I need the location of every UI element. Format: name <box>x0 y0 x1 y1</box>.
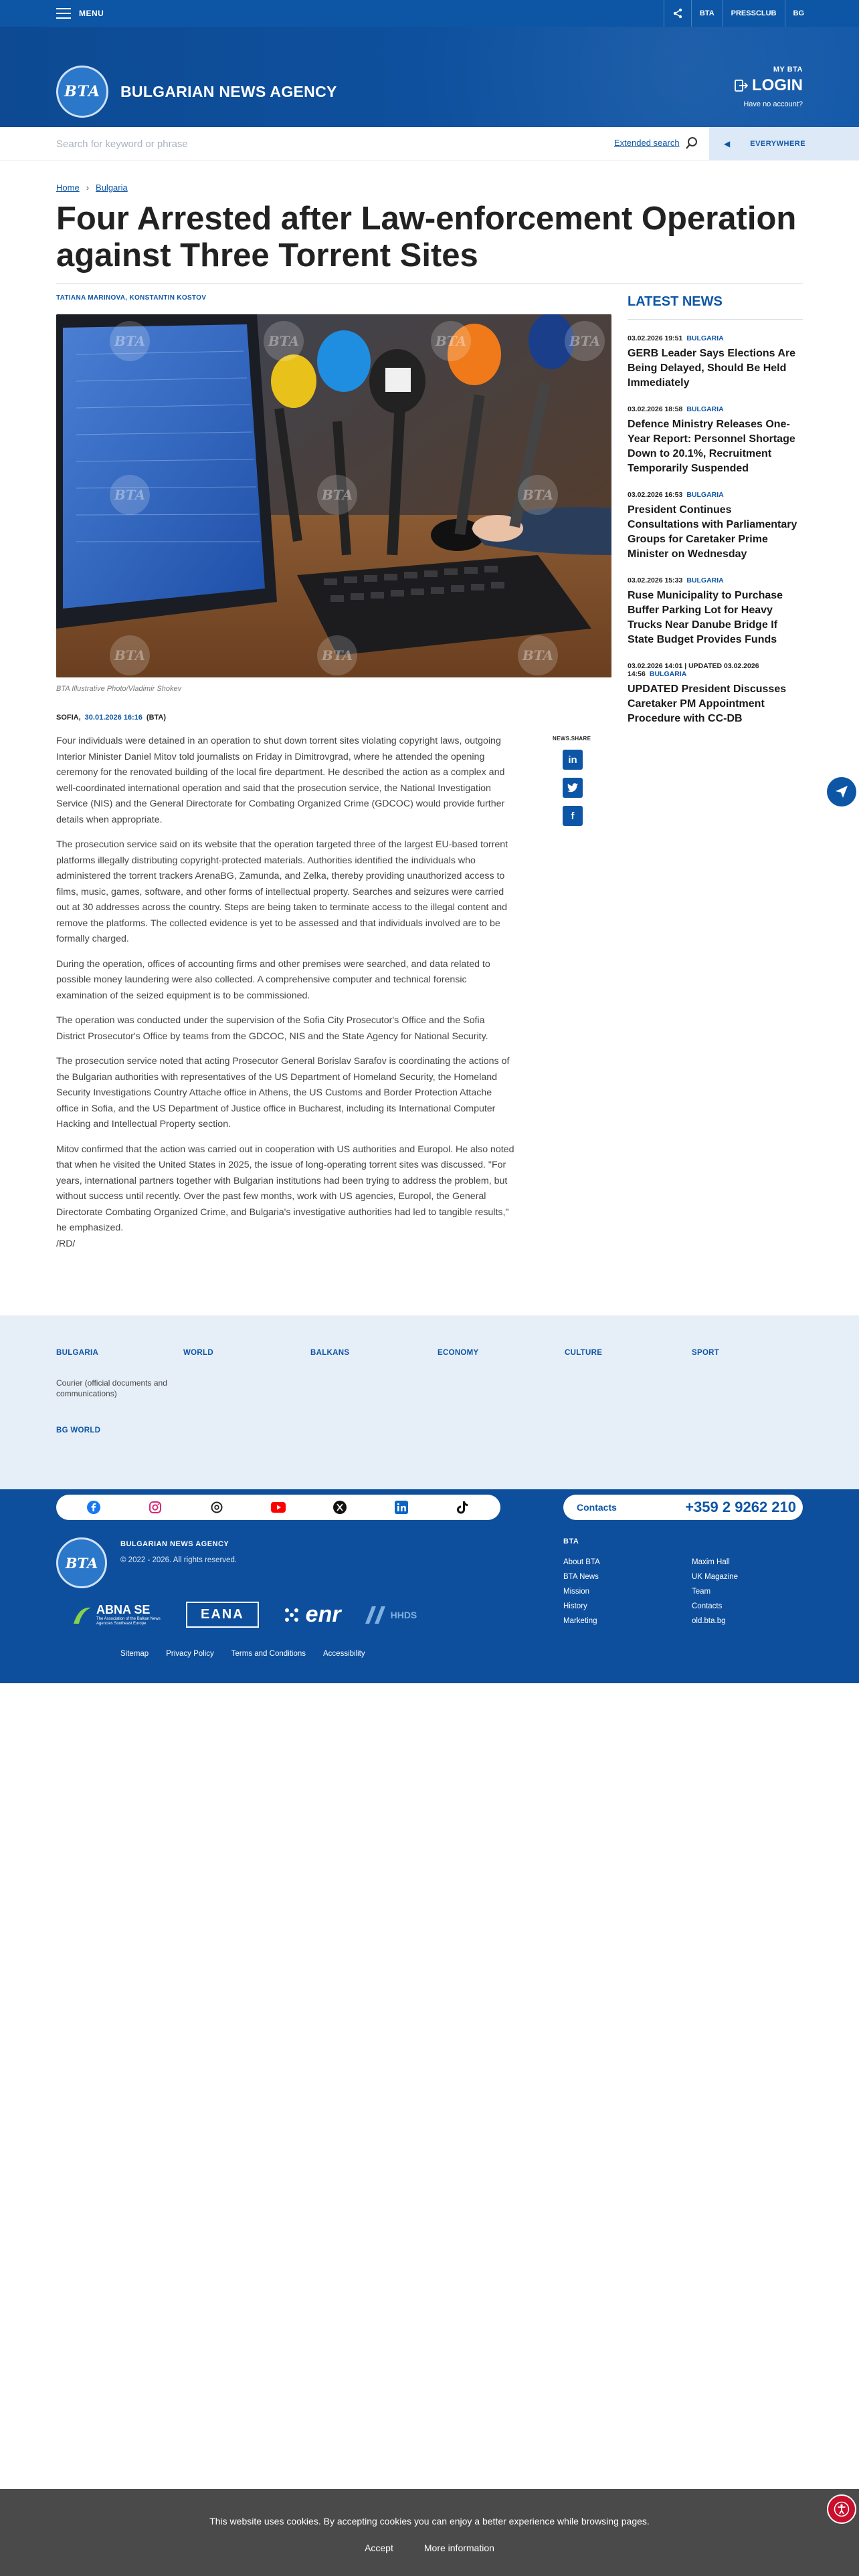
svg-text:BTA: BTA <box>114 647 146 663</box>
footer-bta-logo[interactable]: BTA <box>56 1537 107 1588</box>
article-authors[interactable]: TATIANA MARINOVA, KONSTANTIN KOSTOV <box>56 294 207 302</box>
footer-link[interactable]: Marketing <box>563 1617 597 1625</box>
agency-name[interactable]: BULGARIAN NEWS AGENCY <box>120 83 337 100</box>
top-link-bg[interactable]: BG <box>785 0 813 27</box>
news-title[interactable]: UPDATED President Discusses Caretaker PM Appointment Procedure with CC-DB <box>628 683 787 724</box>
paper-plane-icon <box>835 785 848 798</box>
twitter-icon[interactable] <box>563 778 583 798</box>
news-category[interactable]: BULGARIA <box>649 670 687 678</box>
partner-logo-abnase[interactable]: ABNA SE The Association of the Balkan News Agencies Southeast Europe <box>72 1603 163 1626</box>
article-paragraph: During the operation, offices of accounting firms and other premises were searched, and data related to possible money laundering were also collected. A comprehensive computer and technical forensic examination of the seized equipment is to be commissioned. <box>56 958 490 1001</box>
site-footer <box>0 1489 859 1683</box>
footer-link[interactable]: BTA News <box>563 1573 599 1581</box>
article-title: Four Arrested after Law-enforcement Operation against Three Torrent Sites <box>56 201 797 274</box>
cookie-accept-button[interactable]: Accept <box>365 2543 393 2553</box>
footer-link[interactable]: About BTA <box>563 1558 600 1566</box>
news-category[interactable]: BULGARIA <box>686 405 724 413</box>
accessibility-button[interactable] <box>827 2494 856 2524</box>
footer-bta-heading: BTA <box>563 1537 579 1545</box>
dateline-source: (BTA) <box>146 714 167 722</box>
article-paragraph: Four individuals were detained in an operation to shut down torrent sites violating copyright laws, outgoing Interior Minister Daniel Mitov told journalists on Friday in Dimitrovgrad, where he attended the opening ceremony for the renovated building of the local fire department. He described the action as a complex and well-coordinated international operation and said that the prosecution service, the National Investigation Service (NIS) and the General Directorate for Combating Organized Crime (GDCOC) would provide further details when appropriate. <box>56 736 505 825</box>
footer-cat-sport[interactable]: SPORT <box>692 1349 720 1357</box>
extended-search-link[interactable]: Extended search <box>614 138 680 148</box>
top-link-bta[interactable]: BTA <box>691 0 723 27</box>
x-icon[interactable] <box>332 1500 347 1515</box>
svg-text:BTA: BTA <box>114 333 146 349</box>
footer-cat-bulgaria[interactable]: BULGARIA <box>56 1349 99 1357</box>
footer-copyright: © 2022 - 2026. All rights reserved. <box>120 1556 237 1564</box>
svg-text:BTA: BTA <box>569 333 601 349</box>
top-link-pressclub[interactable]: PRESSCLUB <box>723 0 785 27</box>
footer-cat-world[interactable]: WORLD <box>183 1349 213 1357</box>
breadcrumb <box>56 183 128 193</box>
breadcrumb-section[interactable]: Bulgaria <box>96 183 128 193</box>
footer-cat-bg-world[interactable]: BG WORLD <box>56 1426 101 1434</box>
svg-text:BTA: BTA <box>268 333 300 349</box>
news-time: 03.02.2026 18:58 <box>628 405 683 413</box>
news-category[interactable]: BULGARIA <box>686 491 724 499</box>
footer-links-col2 <box>692 1555 738 1628</box>
youtube-icon[interactable] <box>271 1500 286 1515</box>
footer-navigation <box>0 1315 859 1489</box>
svg-text:BTA: BTA <box>321 487 353 503</box>
news-item[interactable] <box>628 405 803 476</box>
social-links <box>56 1495 500 1520</box>
menu-button[interactable] <box>56 5 104 21</box>
top-links <box>664 0 812 27</box>
linkedin-icon[interactable] <box>394 1500 409 1515</box>
accessibility-icon <box>834 2501 850 2517</box>
cookie-banner <box>0 2489 859 2576</box>
contact-phone[interactable]: +359 2 9262 210 <box>685 1499 796 1515</box>
search-scope-label: EVERYWHERE <box>750 140 806 148</box>
footer-link[interactable]: old.bta.bg <box>692 1617 726 1625</box>
cookie-actions <box>0 2543 859 2553</box>
partner-abnase-subtitle: The Association of the Balkan News Agencies Southeast Europe <box>96 1617 161 1626</box>
article-paragraph: The prosecution service said on its website that the operation targeted three of the largest EU-based torrent platforms illegally distributing copyright-protected materials. Authorities identified the individuals who administered the torrent trackers ArenaBG, Zamunda, and Zelka, thereby providing unauthorized access to films, music, games, software, and other forms of intellectual property. Searches and seizures were carried out at 30 addresses across the country. Steps are being taken to terminate access to the illegal content and remove the platforms. The collected evidence is yet to be assessed and that individuals involved are to be formally charged. <box>56 839 508 944</box>
accessibility-link[interactable]: Accessibility <box>323 1650 365 1658</box>
news-title[interactable]: Ruse Municipality to Purchase Buffer Parking Lot for Heavy Trucks Near Danube Bridge If State Budget Provides Funds <box>628 590 783 645</box>
news-time: 03.02.2026 16:53 <box>628 491 683 499</box>
footer-cat-balkans[interactable]: BALKANS <box>310 1349 350 1357</box>
sitemap-link[interactable]: Sitemap <box>120 1650 149 1658</box>
svg-text:BTA: BTA <box>114 487 146 503</box>
caret-left-icon: ◀ <box>724 139 731 148</box>
search-scope-select[interactable] <box>709 127 859 160</box>
footer-cat-culture[interactable]: CULTURE <box>565 1349 603 1357</box>
news-item[interactable] <box>628 491 803 562</box>
article-paragraph: Mitov confirmed that the action was carried out in cooperation with US authorities and Europol. He also noted that when he visited the United States in 2025, the issue of long-operating torrent sites was discussed. "For years, international partners together with Bulgarian institutions had been trying to address the problem, but without success until recently. Over the past few months, work with US agencies, Europol, the General Directorate Combating Organized Crime, and Bulgaria's investigative authorities had led to tangible results," he emphasized. <box>56 1144 514 1233</box>
title-divider <box>56 283 803 284</box>
latest-news-heading: LATEST NEWS <box>628 294 803 320</box>
footer-link[interactable]: History <box>563 1602 587 1610</box>
svg-text:BTA: BTA <box>522 647 554 663</box>
chevron-right-icon: › <box>86 183 90 193</box>
news-time: 03.02.2026 15:33 <box>628 576 683 584</box>
footer-agency-name: BULGARIAN NEWS AGENCY <box>120 1540 229 1548</box>
dateline-date: 30.01.2026 16:16 <box>84 714 142 722</box>
news-item[interactable] <box>628 576 803 647</box>
contacts-bar <box>563 1495 803 1520</box>
svg-text:BTA: BTA <box>435 333 467 349</box>
footer-cat-economy[interactable]: ECONOMY <box>438 1349 479 1357</box>
breadcrumb-home[interactable]: Home <box>56 183 80 193</box>
search-input[interactable] <box>56 134 692 154</box>
top-bar <box>0 0 859 27</box>
latest-news-sidebar <box>628 294 803 726</box>
news-time: 03.02.2026 19:51 <box>628 334 683 342</box>
share-panel <box>553 736 593 826</box>
facebook-icon[interactable]: f <box>563 806 583 826</box>
share-label: NEWS.SHARE <box>553 736 591 742</box>
article-body <box>56 734 515 1261</box>
cookie-more-info-link[interactable]: More information <box>423 2543 494 2553</box>
article-paragraph: The operation was conducted under the supervision of the Sofia City Prosecutor's Office and the Sofia District Prosecutor's Office by teams from the GDCOC, NIS and the State Agency for National Security. <box>56 1015 488 1042</box>
news-title[interactable]: Defence Ministry Releases One-Year Report: Personnel Shortage Down to 20.1%, Recruitment Temporarily Suspended <box>628 419 795 474</box>
footer-link[interactable]: Contacts <box>692 1602 723 1610</box>
svg-text:BTA: BTA <box>522 487 554 503</box>
news-category[interactable]: BULGARIA <box>686 576 724 584</box>
privacy-policy-link[interactable]: Privacy Policy <box>166 1650 214 1658</box>
news-category[interactable]: BULGARIA <box>686 334 724 342</box>
search-icon[interactable] <box>685 136 698 153</box>
dateline <box>56 714 166 722</box>
bta-logo[interactable]: BTA <box>56 66 108 118</box>
footer-sub-courier[interactable]: Courier (official documents and communications) <box>56 1378 167 1398</box>
login-button[interactable]: LOGIN <box>735 76 803 95</box>
svg-text:BTA: BTA <box>321 647 353 663</box>
facebook-icon[interactable] <box>86 1500 101 1515</box>
login-icon <box>735 80 748 92</box>
login-area <box>735 66 803 108</box>
news-item[interactable] <box>628 662 803 726</box>
menu-label: MENU <box>79 9 104 18</box>
article-photo[interactable] <box>56 314 611 677</box>
partner-logo-enr[interactable]: enr <box>282 1602 341 1628</box>
dateline-city: SOFIA, <box>56 714 81 722</box>
contacts-link[interactable]: Contacts <box>577 1502 617 1513</box>
footer-link[interactable]: Maxim Hall <box>692 1558 730 1566</box>
news-title[interactable]: President Continues Consultations with Parliamentary Groups for Caretaker Prime Minister on Wednesday <box>628 504 797 560</box>
article-paragraph: The prosecution service noted that acting Prosecutor General Borislav Sarafov is coordinating the actions of the Bulgarian authorities with representatives of the US Department of Homeland Security, the Homeland Security Investigations Country Attache office in Athens, the US Customs and Border Protection Attache office in Sofia, and the US Department of Justice office in Bucharest, including its International Computer Hacking and Intellectual Property section. <box>56 1056 510 1130</box>
my-bta-label: MY BTA <box>773 66 803 74</box>
footer-links <box>120 1650 365 1658</box>
share-icon[interactable] <box>664 0 691 27</box>
partner-logos <box>72 1602 417 1628</box>
no-account-link[interactable]: Have no account? <box>743 100 803 108</box>
partner-logo-hhds[interactable]: HHDS <box>364 1605 417 1625</box>
linkedin-icon[interactable]: in <box>563 750 583 770</box>
news-title[interactable]: GERB Leader Says Elections Are Being Delayed, Should Be Held Immediately <box>628 348 796 389</box>
instagram-icon[interactable] <box>148 1500 163 1515</box>
news-time: 03.02.2026 14:01 | UPDATED 03.02.2026 14:56 <box>628 662 759 678</box>
footer-link[interactable]: Team <box>692 1588 711 1596</box>
tiktok-icon[interactable] <box>456 1500 470 1515</box>
send-feedback-button[interactable] <box>827 777 856 807</box>
footer-link[interactable]: Mission <box>563 1588 589 1596</box>
terms-link[interactable]: Terms and Conditions <box>231 1650 306 1658</box>
footer-links-col1 <box>563 1555 600 1628</box>
article-signoff: /RD/ <box>56 1238 76 1249</box>
partner-logo-eana[interactable]: EANA <box>186 1602 259 1628</box>
threads-icon[interactable] <box>209 1500 224 1515</box>
hamburger-icon <box>56 8 71 19</box>
footer-link[interactable]: UK Magazine <box>692 1573 739 1581</box>
photo-caption: BTA Illustrative Photo/Vladimir Shokev <box>56 685 182 693</box>
cookie-message: This website uses cookies. By accepting cookies you can enjoy a better experience while browsing pages. <box>209 2516 650 2527</box>
news-item[interactable] <box>628 334 803 391</box>
site-header <box>0 27 859 127</box>
